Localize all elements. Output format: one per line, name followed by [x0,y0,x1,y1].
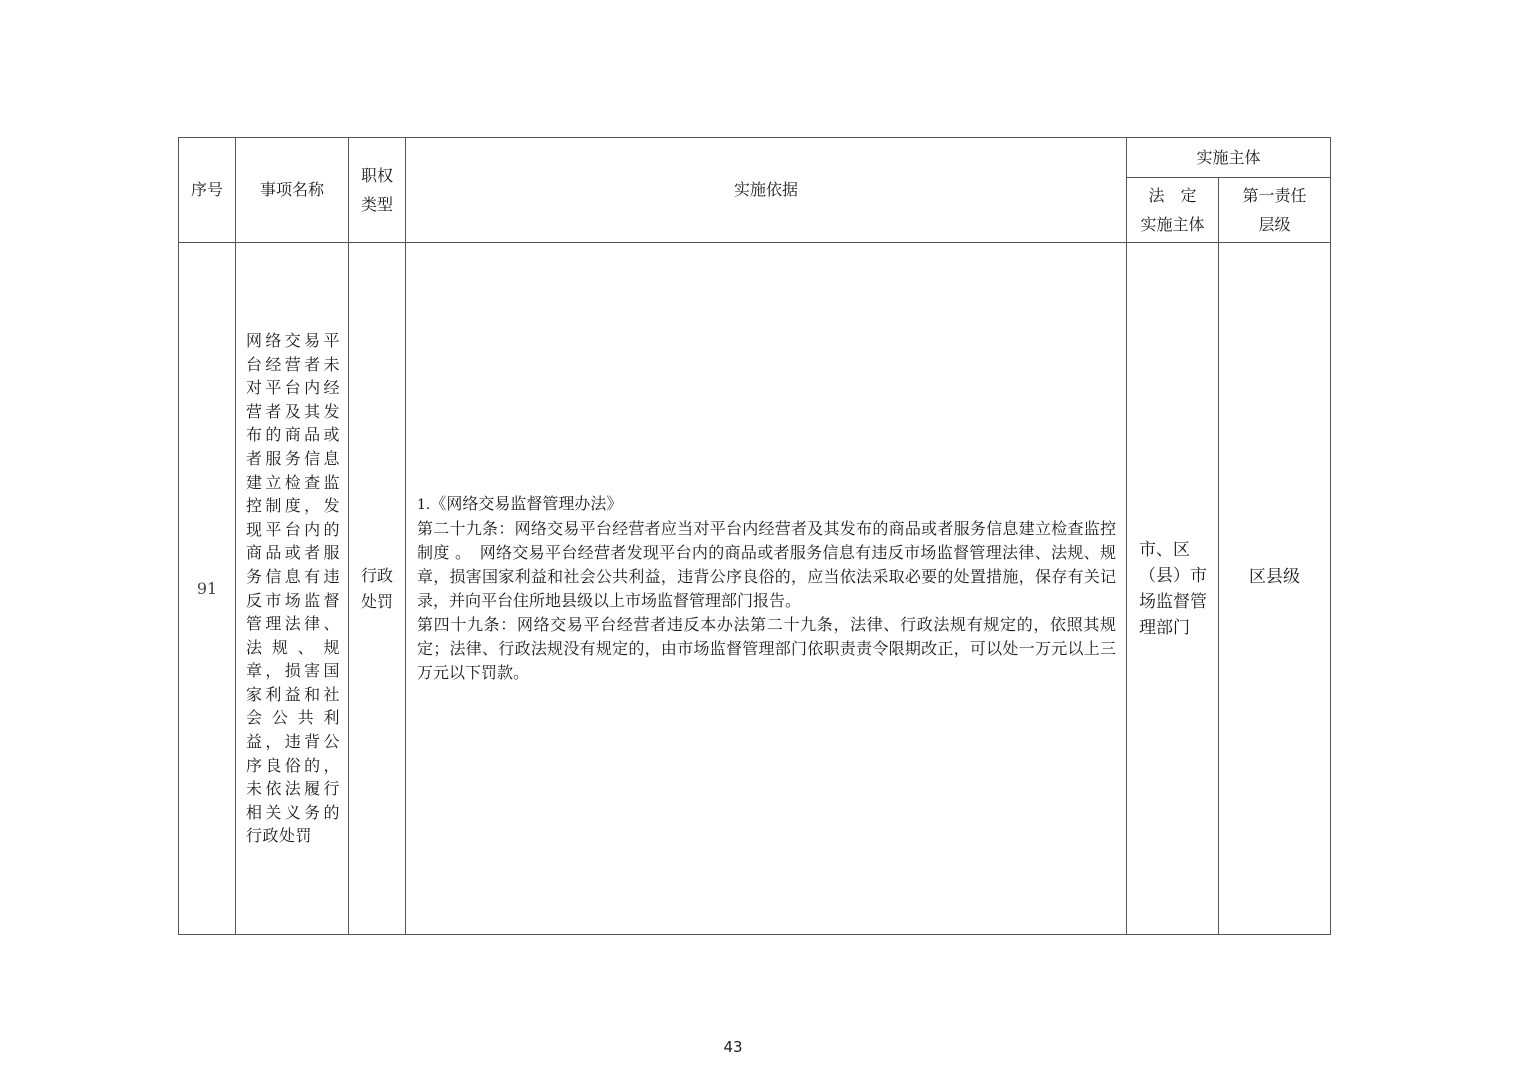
header-authority-type-line1: 职权 [360,166,393,185]
header-subject-group: 实施主体 [1127,138,1331,178]
basis-article-29: 第二十九条：网络交易平台经营者应当对平台内经营者及其发布的商品或者服务信息建立检查监控制度 。 网络交易平台经营者发现平台内的商品或者服务信息有违反市场监督管理法律、法规、规章，损害国家利益和社会公共利益，违背公序良俗的，应当依法采取必要的处置措施，保存有关记录，并向平台住所地县级以上市场监督管理部门报告。 [417,519,1116,610]
row-item-name [236,243,349,935]
header-first-resp-line2: 层级 [1258,215,1291,234]
header-authority-type-line2: 类型 [360,195,393,214]
table-row [179,243,1331,935]
item-table [178,137,1331,935]
basis-title-text: 《网络交易监督管理办法》 [430,494,623,513]
page-number: 43 [723,1038,743,1056]
row-legal-subject [1127,243,1219,935]
header-legal-subject-line2: 实施主体 [1140,215,1205,234]
header-basis: 实施依据 [406,138,1127,243]
row-legal-subject-text: 市、区（县）市场监督管理部门 [1139,539,1207,638]
row-seq: 91 [179,243,236,935]
row-item-name-text: 网络交易平台经营者未对平台内经营者及其发布的商品或者服务信息建立检查监控制度，发现平台内的商品或者服务信息有违反市场监督管理法律、法规、规章，损害国家利益和社会公共利益，违背公序良俗的，未依法履行相关义务的行政处罚 [246,330,340,846]
header-first-resp-line1: 第一责任 [1242,186,1307,205]
header-seq: 序号 [179,138,236,243]
basis-article-49: 第四十九条：网络交易平台经营者违反本办法第二十九条，法律、行政法规有规定的，依照其规定；法律、行政法规没有规定的，由市场监督管理部门依职责责令限期改正，可以处一万元以上三万元以下罚款。 [417,615,1116,682]
basis-title-number: 1. [417,497,431,513]
row-first-resp-level: 区县级 [1219,243,1331,935]
header-first-responsibility [1219,178,1331,243]
header-legal-subject [1127,178,1219,243]
header-legal-subject-line1: 法 定 [1148,186,1197,205]
basis-title [417,492,1116,517]
row-authority-type [349,243,406,935]
row-basis [406,243,1127,935]
row-authority-type-line2: 处罚 [360,591,393,611]
row-authority-type-line1: 行政 [360,565,393,585]
header-authority-type [349,138,406,243]
header-item-name: 事项名称 [236,138,349,243]
